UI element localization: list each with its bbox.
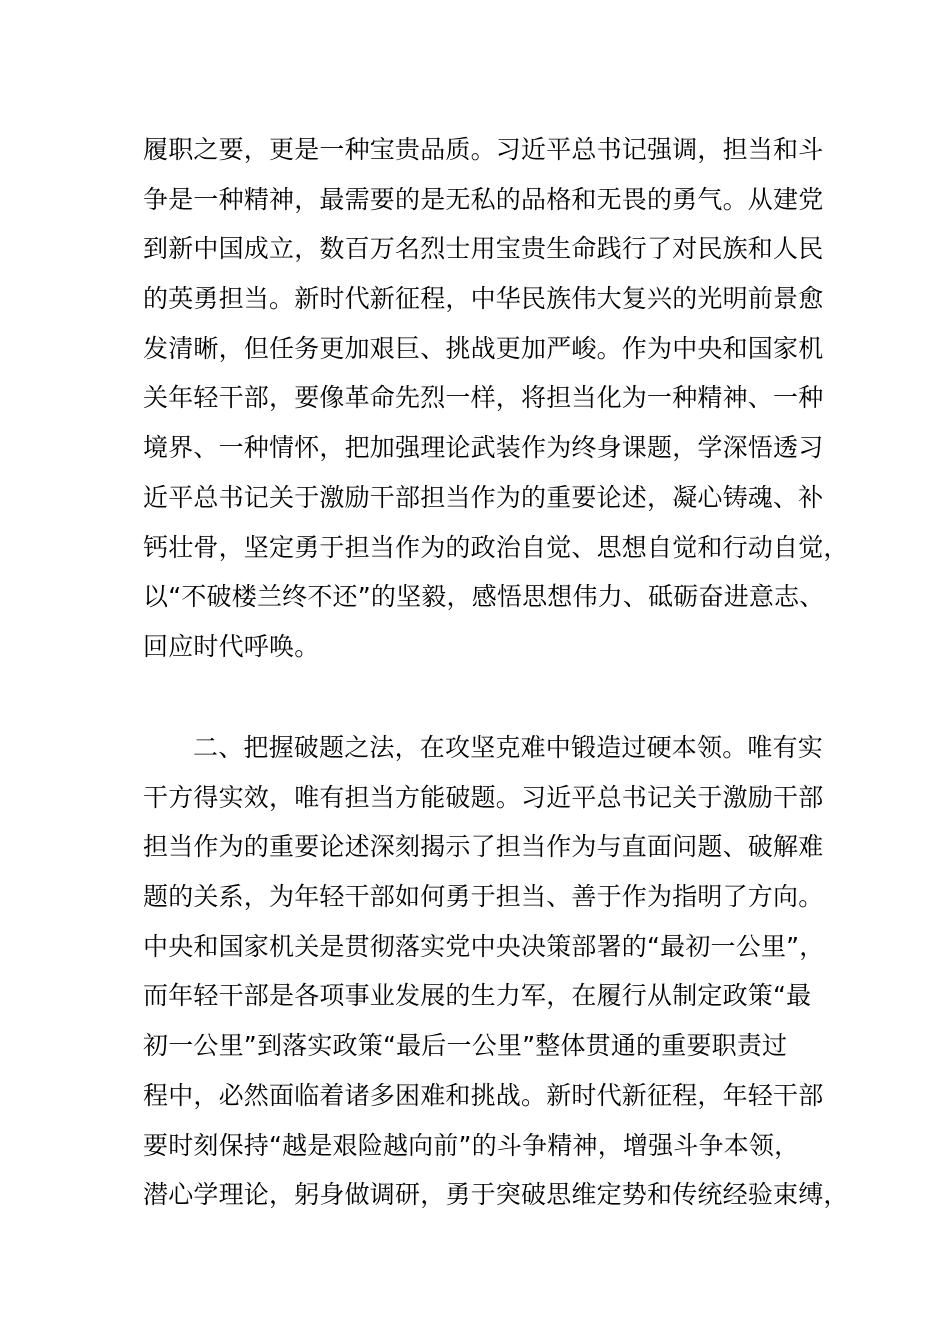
paragraph-line: 近平总书记关于激励干部担当作为的重要论述，凝心铸魂、补 — [143, 482, 824, 512]
paragraph-line: 关年轻干部，要像革命先烈一样，将担当化为一种精神、一种 — [143, 383, 824, 413]
paragraph-2 — [143, 723, 849, 1220]
paragraph-line: 潜心学理论，躬身做调研，勇于突破思维定势和传统经验束缚， — [143, 1180, 849, 1210]
paragraph-line: 题的关系，为年轻干部如何勇于担当、善于作为指明了方向。 — [143, 882, 824, 912]
paragraph-line: 中央和国家机关是贯彻落实党中央决策部署的“最初一公里”， — [143, 931, 825, 961]
paragraph-line: 回应时代呼唤。 — [143, 631, 320, 661]
paragraph-line: 发清晰，但任务更加艰巨、挑战更加严峻。作为中央和国家机 — [143, 333, 824, 363]
paragraph-line: 初一公里”到落实政策“最后一公里”整体贯通的重要职责过 — [143, 1031, 788, 1061]
paragraph-line: 争是一种精神，最需要的是无私的品格和无畏的勇气。从建党 — [143, 184, 824, 214]
paragraph-heading-line: 二、把握破题之法，在攻坚克难中锻造过硬本领。唯有实 — [193, 733, 824, 762]
paragraph-line: 的英勇担当。新时代新征程，中华民族伟大复兴的光明前景愈 — [143, 284, 824, 314]
paragraph-line: 而年轻干部是各项事业发展的生力军，在履行从制定政策“最 — [143, 981, 812, 1011]
paragraph-line: 到新中国成立，数百万名烈士用宝贵生命践行了对民族和人民 — [143, 234, 824, 264]
paragraph-line: 要时刻保持“越是艰险越向前”的斗争精神，增强斗争本领， — [143, 1130, 800, 1160]
paragraph-line: 以“不破楼兰终不还”的坚毅，感悟思想伟力、砥砺奋进意志、 — [143, 582, 825, 612]
paragraph-line: 钙壮骨，坚定勇于担当作为的政治自觉、思想自觉和行动自觉， — [143, 532, 849, 562]
paragraph-line: 境界、一种情怀，把加强理论武装作为终身课题，学深悟透习 — [143, 433, 824, 463]
paragraph-line: 干方得实效，唯有担当方能破题。习近平总书记关于激励干部 — [143, 782, 824, 812]
paragraph-1 — [143, 125, 849, 672]
paragraph-line: 履职之要，更是一种宝贵品质。习近平总书记强调，担当和斗 — [143, 135, 824, 164]
paragraph-line: 担当作为的重要论述深刻揭示了担当作为与直面问题、破解难 — [143, 832, 824, 862]
paragraph-line: 程中，必然面临着诸多困难和挑战。新时代新征程，年轻干部 — [143, 1080, 824, 1110]
